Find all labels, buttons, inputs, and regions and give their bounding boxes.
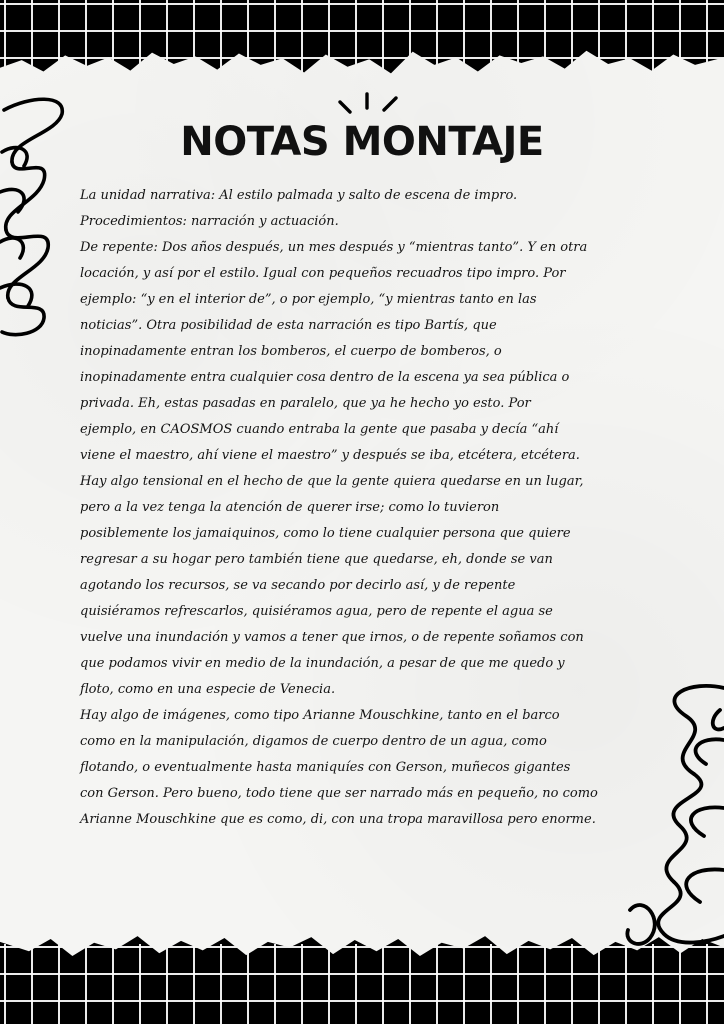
text-line: viene el maestro, ahí viene el maestro” y después se iba, etcétera, etcétera. [80, 448, 580, 463]
text-line: ejemplo: “y en el interior de”, o por ejemplo, “y mientras tanto en las [80, 292, 537, 307]
text-line: regresar a su hogar pero también tiene que quedarse, eh, donde se van [80, 552, 553, 567]
text-line: vuelve una inundación y vamos a tener que irnos, o de repente soñamos con [80, 630, 584, 645]
text-line: como en la manipulación, digamos de cuerpo dentro de un agua, como [80, 734, 547, 749]
text-line: Arianne Mouschkine que es como, di, con una tropa maravillosa pero enorme. [80, 812, 596, 827]
text-line: La unidad narrativa: Al estilo palmada y salto de escena de impro. [80, 188, 518, 203]
text-line: inopinadamente entran los bomberos, el cuerpo de bomberos, o [80, 344, 502, 359]
text-line: locación, y así por el estilo. Igual con pequeños recuadros tipo impro. Por [80, 266, 566, 281]
text-line: pero a la vez tenga la atención de querer irse; como lo tuvieron [80, 500, 500, 515]
text-line: ejemplo, en CAOSMOS cuando entraba la gente que pasaba y decía “ahí [80, 422, 559, 437]
text-line: posiblemente los jamaiquinos, como lo tiene cualquier persona que quiere [80, 526, 571, 541]
text-line: con Gerson. Pero bueno, todo tiene que ser narrado más en pequeño, no como [80, 786, 598, 801]
text-line: Hay algo de imágenes, como tipo Arianne Mouschkine, tanto en el barco [80, 708, 560, 723]
text-line: agotando los recursos, se va secando por decirlo así, y de repente [80, 578, 516, 593]
text-line: De repente: Dos años después, un mes después y “mientras tanto”. Y en otra [80, 240, 588, 255]
text-line: quisiéramos refrescarlos, quisiéramos agua, pero de repente el agua se [80, 604, 553, 619]
text-line: noticias”. Otra posibilidad de esta narración es tipo Bartís, que [80, 318, 497, 333]
text-line: inopinadamente entra cualquier cosa dentro de la escena ya sea pública o [80, 370, 570, 385]
text-line: Procedimientos: narración y actuación. [80, 214, 339, 229]
text-line: Hay algo tensional en el hecho de que la gente quiera quedarse en un lugar, [80, 474, 584, 489]
text-line: flotando, o eventualmente hasta maniquíes con Gerson, muñecos gigantes [80, 760, 571, 775]
text-line: privada. Eh, estas pasadas en paralelo, que ya he hecho yo esto. Por [80, 396, 531, 411]
text-line: floto, como en una especie de Venecia. [80, 682, 336, 697]
text-line: que podamos vivir en medio de la inundación, a pesar de que me quedo y [80, 656, 565, 671]
page-title: NOTAS MONTAJE [180, 119, 544, 165]
bottom-grid-band [0, 944, 724, 1024]
notes-body [80, 183, 648, 833]
